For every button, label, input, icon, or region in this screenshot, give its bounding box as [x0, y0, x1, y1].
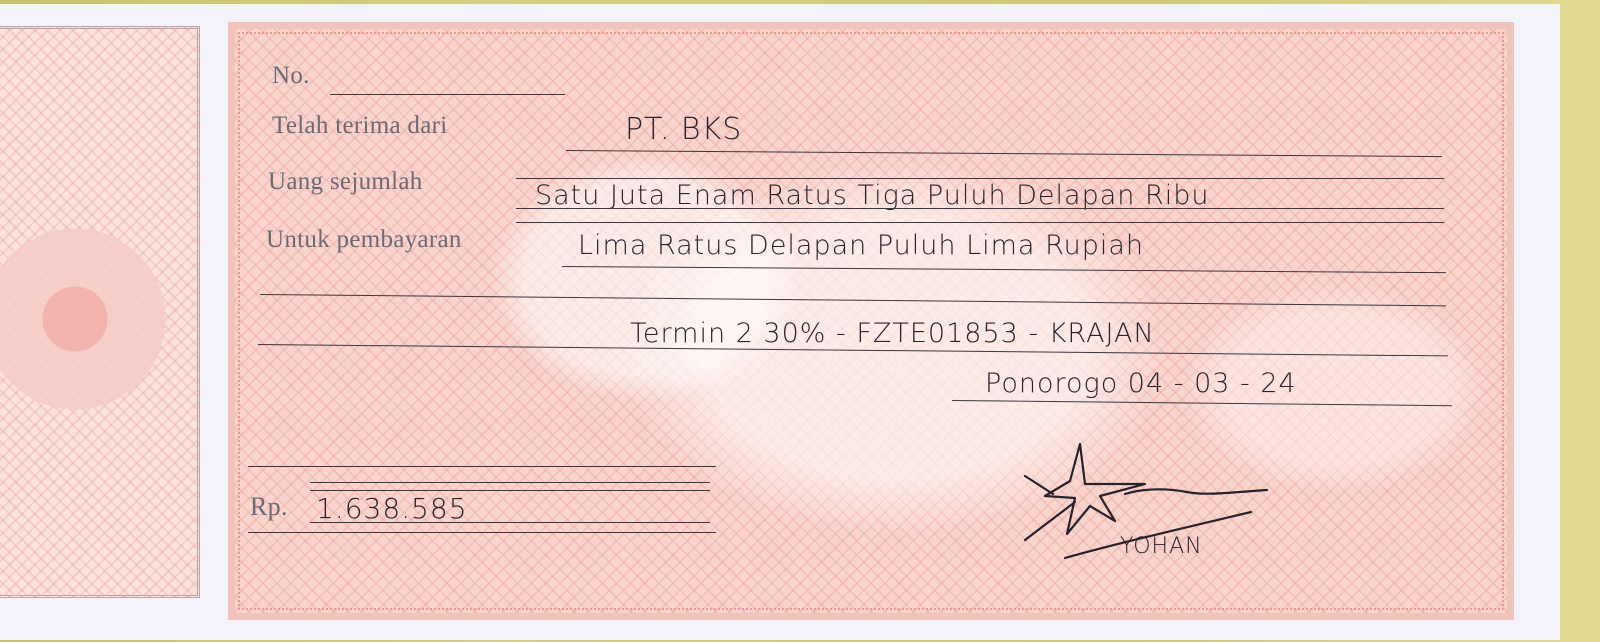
payment-for-label: Untuk pembayaran	[266, 226, 462, 253]
amount-words-line2: Lima Ratus Delapan Puluh Lima Rupiah	[578, 230, 1145, 261]
receipt-stub	[0, 26, 200, 598]
amount-value: 1.638.585	[316, 492, 468, 525]
no-line	[330, 94, 565, 95]
no-label: No.	[272, 62, 310, 89]
amount-words-line-c	[516, 222, 1444, 223]
amount-words-line1: Satu Juta Enam Ratus Tiga Puluh Delapan Ribu	[535, 180, 1210, 211]
received-from-label: Telah terima dari	[272, 112, 448, 139]
amount-line-c	[310, 522, 710, 523]
amount-line-b	[310, 490, 710, 491]
amount-top-line	[248, 466, 716, 467]
amount-words-label: Uang sejumlah	[268, 168, 423, 195]
signer-name: YOHAN	[1120, 534, 1203, 559]
received-from-value: PT. BKS	[625, 112, 743, 147]
payment-for-value: Termin 2 30% - FZTE01853 - KRAJAN	[630, 318, 1155, 349]
amount-label: Rp.	[250, 492, 288, 521]
amount-words-line-a	[516, 178, 1444, 179]
amount-bottom-line	[248, 532, 716, 533]
receipt-sheet	[0, 4, 1560, 640]
amount-words-line-b	[516, 208, 1444, 209]
amount-line-a	[310, 482, 710, 483]
place-date: Ponorogo 04 - 03 - 24	[985, 368, 1297, 399]
